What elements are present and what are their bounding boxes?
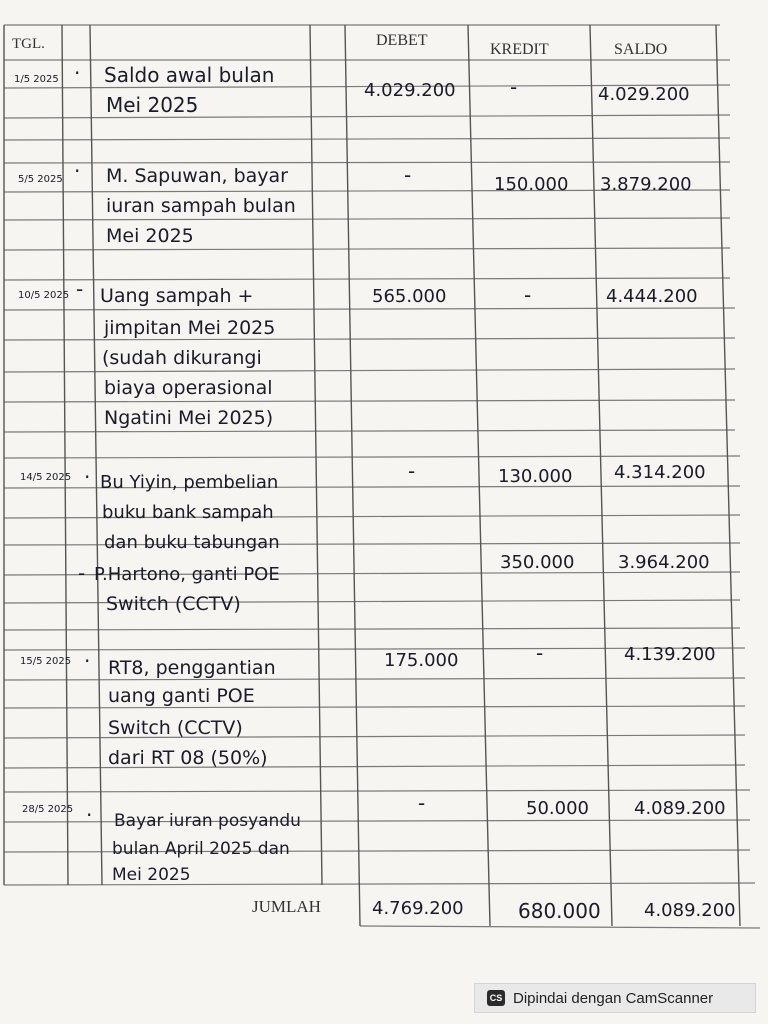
entry-credit: - [524,283,532,307]
entry-debit: - [418,791,426,815]
entry-balance: 3.964.200 [618,552,710,573]
entry-credit: - [510,75,518,99]
entry-debit: 4.029.200 [364,80,456,101]
entry-description: (sudah dikurangi [102,347,262,369]
svg-text:-: - [76,277,84,301]
entry-balance: 4.139.200 [624,644,716,665]
camscanner-badge [474,983,756,1013]
entry-description: iuran sampah bulan [106,195,296,217]
entry-balance: 4.029.200 [598,84,690,105]
entry-credit: 50.000 [526,798,589,819]
camscanner-icon: CS [487,990,505,1006]
entry-date: 28/5 2025 [22,804,74,815]
entry-description: Switch (CCTV) [106,593,241,615]
entry-date: 5/5 2025 [18,174,63,185]
entry-balance: 3.879.200 [600,174,692,195]
entry-description: Uang sampah + [100,285,254,307]
entry-date: 14/5 2025 [20,472,72,483]
entry-description: buku bank sampah [102,502,274,523]
header-balance: SALDO [614,41,668,58]
entry-description: uang ganti POE [108,685,255,707]
entry-description: dan buku tabungan [104,532,280,553]
entry-debit: 175.000 [384,650,459,671]
svg-text:-: - [78,561,86,585]
entry-credit: 350.000 [500,552,575,573]
totals-debit: 4.769.200 [372,898,464,919]
entry-description: RT8, penggantian [108,657,276,679]
entry-date: 15/5 2025 [20,656,72,667]
entry-date: 10/5 2025 [18,290,70,301]
header-debit: DEBET [376,32,428,49]
entry-description: Bu Yiyin, pembelian [100,472,279,493]
entry-description: Mei 2025 [106,93,199,117]
entry-description: P.Hartono, ganti POE [94,564,280,585]
entry-description: bulan April 2025 dan [112,839,290,859]
entry-description: dari RT 08 (50%) [108,747,268,769]
header-date: TGL. [12,36,45,52]
svg-text:·: · [74,61,81,85]
entry-description: Switch (CCTV) [108,717,243,739]
totals-balance: 4.089.200 [644,900,736,921]
totals-credit: 680.000 [518,899,601,923]
header-credit: KREDIT [490,41,549,58]
svg-text:·: · [86,803,93,827]
entry-description: M. Sapuwan, bayar [106,165,288,187]
svg-text:·: · [84,465,91,489]
svg-text:·: · [84,649,91,673]
entry-credit: 150.000 [494,174,569,195]
entry-debit: - [404,163,412,187]
entry-debit: - [408,459,416,483]
totals-label: JUMLAH [252,897,321,916]
entry-description: biaya operasional [104,377,273,399]
entry-balance: 4.089.200 [634,798,726,819]
entry-description: Saldo awal bulan [104,63,275,87]
entry-credit: 130.000 [498,466,573,487]
entry-description: jimpitan Mei 2025 [104,317,276,339]
entry-date: 1/5 2025 [14,74,59,85]
entry-credit: - [536,641,544,665]
entry-debit: 565.000 [372,286,447,307]
entry-description: Mei 2025 [106,225,194,247]
entry-balance: 4.444.200 [606,286,698,307]
entry-balance: 4.314.200 [614,462,706,483]
entry-description: Ngatini Mei 2025) [104,407,274,429]
camscanner-text: Dipindai dengan CamScanner [513,989,714,1007]
svg-text:·: · [74,159,81,183]
entry-description: Mei 2025 [112,865,191,885]
entry-description: Bayar iuran posyandu [114,811,301,831]
